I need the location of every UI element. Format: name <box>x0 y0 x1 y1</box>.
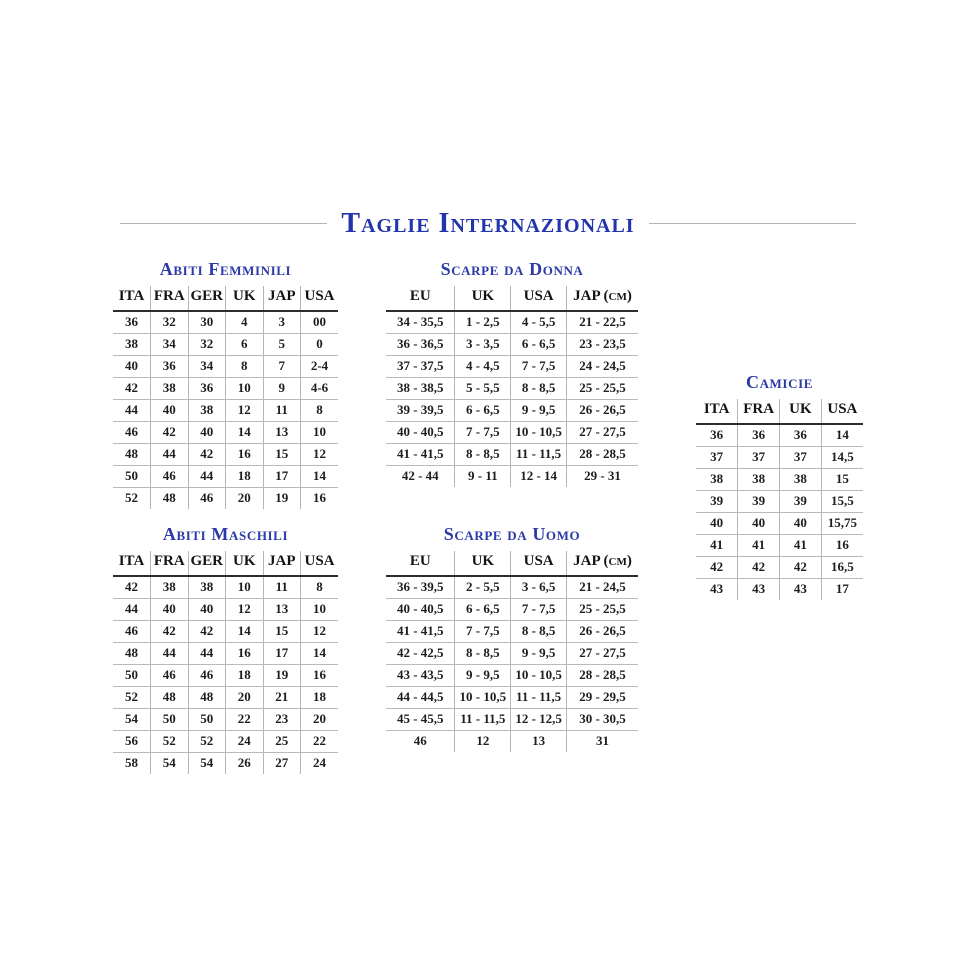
table-cell: 58 <box>113 752 151 774</box>
table-cell: 4 - 5,5 <box>511 311 567 334</box>
table-cell: 14 <box>301 642 339 664</box>
table-row <box>113 642 338 664</box>
column-header: ITA <box>696 399 738 424</box>
table-cell: 9 <box>263 377 301 399</box>
table-row <box>386 421 638 443</box>
table-cell: 44 <box>188 465 226 487</box>
table-cell: 48 <box>113 642 151 664</box>
table-cell: 2 - 5,5 <box>455 576 511 599</box>
table-cell: 40 <box>188 421 226 443</box>
table-cell: 56 <box>113 730 151 752</box>
table-cell: 18 <box>226 664 264 686</box>
table-cell: 42 - 44 <box>386 465 455 487</box>
table-cell: 8 - 8,5 <box>511 377 567 399</box>
table-cell: 26 <box>226 752 264 774</box>
size-table-scarpe-da-donna <box>386 286 638 487</box>
table-cell: 48 <box>113 443 151 465</box>
table-cell: 43 <box>696 578 738 600</box>
section-scarpe-da-uomo <box>386 525 638 752</box>
table-cell: 30 <box>188 311 226 334</box>
table-cell: 7 <box>263 355 301 377</box>
table-cell: 38 <box>738 468 780 490</box>
table-cell: 15 <box>821 468 863 490</box>
table-row <box>386 642 638 664</box>
table-cell: 44 <box>113 399 151 421</box>
table-cell: 45 - 45,5 <box>386 708 455 730</box>
table-cell: 16 <box>821 534 863 556</box>
table-cell: 16 <box>226 642 264 664</box>
table-cell: 40 <box>151 399 189 421</box>
table-header-row <box>113 286 338 311</box>
table-row <box>386 686 638 708</box>
table-cell: 54 <box>113 708 151 730</box>
section-title-camicie: Camicie <box>745 372 814 392</box>
table-row <box>386 708 638 730</box>
table-row <box>113 377 338 399</box>
table-cell: 12 <box>455 730 511 752</box>
table-cell: 42 <box>151 421 189 443</box>
section-camicie <box>696 373 863 600</box>
table-cell: 41 - 41,5 <box>386 443 455 465</box>
table-cell: 52 <box>151 730 189 752</box>
table-row <box>386 576 638 599</box>
table-cell: 21 - 22,5 <box>567 311 639 334</box>
table-cell: 5 - 5,5 <box>455 377 511 399</box>
table-cell: 25 - 25,5 <box>567 598 639 620</box>
table-cell: 20 <box>301 708 339 730</box>
table-cell: 43 - 43,5 <box>386 664 455 686</box>
table-cell: 30 - 30,5 <box>567 708 639 730</box>
table-cell: 36 <box>780 424 822 447</box>
table-cell: 22 <box>226 708 264 730</box>
column-header: JAP (cm) <box>567 286 639 311</box>
column-header: JAP (cm) <box>567 551 639 576</box>
table-cell: 11 <box>263 399 301 421</box>
page-title: Taglie Internazionali <box>341 208 635 239</box>
table-cell: 46 <box>188 487 226 509</box>
size-table-abiti-femminili <box>113 286 338 509</box>
table-cell: 12 - 12,5 <box>511 708 567 730</box>
table-cell: 16 <box>226 443 264 465</box>
table-cell: 43 <box>780 578 822 600</box>
table-cell: 5 <box>263 333 301 355</box>
table-cell: 4-6 <box>301 377 339 399</box>
table-cell: 8 - 8,5 <box>511 620 567 642</box>
table-row <box>386 664 638 686</box>
table-cell: 6 - 6,5 <box>455 399 511 421</box>
table-cell: 15 <box>263 443 301 465</box>
table-row <box>386 311 638 334</box>
table-cell: 9 - 9,5 <box>511 642 567 664</box>
table-cell: 20 <box>226 487 264 509</box>
table-cell: 52 <box>113 686 151 708</box>
table-cell: 36 - 39,5 <box>386 576 455 599</box>
table-cell: 20 <box>226 686 264 708</box>
table-cell: 42 <box>151 620 189 642</box>
table-cell: 13 <box>511 730 567 752</box>
column-header: USA <box>511 286 567 311</box>
table-row <box>113 487 338 509</box>
table-row <box>113 620 338 642</box>
table-cell: 16 <box>313 490 326 506</box>
table-cell: 11 - 11,5 <box>511 443 567 465</box>
table-cell: 46 <box>113 421 151 443</box>
table-cell: 42 <box>738 556 780 578</box>
table-cell: 48 <box>151 686 189 708</box>
column-header: GER <box>188 551 226 576</box>
table-cell: 21 - 24,5 <box>567 576 639 599</box>
table-cell: 36 - 36,5 <box>386 333 455 355</box>
table-cell: 23 <box>263 708 301 730</box>
table-cell: 38 <box>780 468 822 490</box>
table-cell: 14 <box>226 421 264 443</box>
table-row <box>386 443 638 465</box>
table-cell: 7 - 7,5 <box>455 421 511 443</box>
table-cell: 46 <box>188 664 226 686</box>
column-header: JAP <box>263 551 301 576</box>
section-title-abiti-maschili: Abiti Maschili <box>162 524 289 544</box>
table-cell: 14 <box>301 465 339 487</box>
table-cell: 36 <box>151 355 189 377</box>
table-cell: 25 - 25,5 <box>567 377 639 399</box>
table-cell: 34 <box>188 355 226 377</box>
column-header: UK <box>455 551 511 576</box>
column-header: UK <box>226 551 264 576</box>
table-cell: 34 - 35,5 <box>386 311 455 334</box>
table-row <box>113 576 338 599</box>
table-cell: 40 <box>696 512 738 534</box>
table-cell: 34 <box>151 333 189 355</box>
table-row <box>386 333 638 355</box>
table-cell: 9 - 11 <box>455 465 511 487</box>
table-cell: 10 <box>301 421 339 443</box>
table-cell: 7 - 7,5 <box>511 598 567 620</box>
table-row <box>386 377 638 399</box>
table-cell: 48 <box>151 487 189 509</box>
table-cell: 42 <box>188 620 226 642</box>
table-cell: 31 <box>596 733 609 749</box>
table-cell: 50 <box>113 465 151 487</box>
table-cell: 10 - 10,5 <box>455 686 511 708</box>
table-cell: 8 <box>301 576 339 599</box>
column-header: UK <box>226 286 264 311</box>
table-header-row <box>386 551 638 576</box>
table-cell: 42 <box>780 556 822 578</box>
title-rule-right <box>649 223 856 224</box>
table-cell: 40 - 40,5 <box>386 421 455 443</box>
table-cell: 1 - 2,5 <box>455 311 511 334</box>
table-cell: 24 - 24,5 <box>567 355 639 377</box>
table-cell: 37 <box>696 446 738 468</box>
table-cell: 14,5 <box>821 446 863 468</box>
section-abiti-maschili <box>113 525 338 774</box>
table-cell: 46 <box>151 465 189 487</box>
column-header: FRA <box>151 286 189 311</box>
table-row <box>386 399 638 421</box>
section-title-scarpe-da-donna: Scarpe da Donna <box>440 259 584 279</box>
column-header: USA <box>821 399 863 424</box>
table-row <box>696 512 863 534</box>
table-row <box>696 556 863 578</box>
table-cell: 40 <box>780 512 822 534</box>
table-cell: 24 <box>313 755 326 771</box>
table-cell: 40 - 40,5 <box>386 598 455 620</box>
table-row <box>113 686 338 708</box>
table-cell: 46 <box>386 730 455 752</box>
table-row <box>386 620 638 642</box>
table-row <box>113 421 338 443</box>
table-cell: 13 <box>263 598 301 620</box>
table-cell: 00 <box>301 311 339 334</box>
table-row <box>386 598 638 620</box>
table-cell: 3 - 3,5 <box>455 333 511 355</box>
table-cell: 41 <box>738 534 780 556</box>
table-cell: 26 - 26,5 <box>567 399 639 421</box>
column-header: USA <box>301 551 339 576</box>
table-cell: 14 <box>226 620 264 642</box>
table-row <box>696 424 863 447</box>
table-cell: 41 - 41,5 <box>386 620 455 642</box>
table-cell: 36 <box>113 311 151 334</box>
table-cell: 39 - 39,5 <box>386 399 455 421</box>
table-cell: 10 <box>226 576 264 599</box>
table-cell: 42 <box>113 576 151 599</box>
table-cell: 4 - 4,5 <box>455 355 511 377</box>
table-cell: 40 <box>188 598 226 620</box>
table-cell: 38 <box>151 576 189 599</box>
table-cell: 52 <box>188 730 226 752</box>
table-cell: 50 <box>188 708 226 730</box>
table-header-row <box>386 286 638 311</box>
table-cell: 26 - 26,5 <box>567 620 639 642</box>
size-table-camicie <box>696 399 863 600</box>
table-cell: 37 <box>738 446 780 468</box>
column-header: USA <box>511 551 567 576</box>
table-cell: 12 <box>301 443 339 465</box>
table-cell: 25 <box>263 730 301 752</box>
table-cell: 27 <box>263 752 301 774</box>
table-cell: 9 - 9,5 <box>455 664 511 686</box>
table-row <box>113 399 338 421</box>
table-cell: 40 <box>738 512 780 534</box>
table-row <box>113 465 338 487</box>
column-header: USA <box>301 286 339 311</box>
table-cell: 44 <box>151 443 189 465</box>
size-table-abiti-maschili <box>113 551 338 774</box>
table-cell: 41 <box>696 534 738 556</box>
table-cell: 3 - 6,5 <box>511 576 567 599</box>
table-cell: 38 <box>188 576 226 599</box>
table-cell: 10 <box>226 377 264 399</box>
table-cell: 36 <box>696 424 738 447</box>
table-row <box>386 730 638 752</box>
column-header: FRA <box>151 551 189 576</box>
table-header-row <box>113 551 338 576</box>
table-cell: 8 - 8,5 <box>455 642 511 664</box>
table-header-row <box>696 399 863 424</box>
table-cell: 17 <box>263 465 301 487</box>
table-cell: 18 <box>226 465 264 487</box>
table-cell: 29 - 31 <box>584 468 621 484</box>
table-cell: 10 <box>301 598 339 620</box>
table-cell: 9 - 9,5 <box>511 399 567 421</box>
table-cell: 10 - 10,5 <box>511 664 567 686</box>
table-cell: 16,5 <box>821 556 863 578</box>
table-cell: 48 <box>188 686 226 708</box>
table-cell: 15,5 <box>821 490 863 512</box>
table-row <box>696 468 863 490</box>
table-row <box>696 534 863 556</box>
table-row <box>113 443 338 465</box>
table-row <box>113 598 338 620</box>
table-cell: 39 <box>738 490 780 512</box>
table-row <box>113 311 338 334</box>
table-cell: 4 <box>226 311 264 334</box>
table-cell: 27 - 27,5 <box>567 421 639 443</box>
table-cell: 19 <box>263 664 301 686</box>
table-row <box>113 355 338 377</box>
table-cell: 40 <box>113 355 151 377</box>
table-cell: 11 - 11,5 <box>455 708 511 730</box>
table-cell: 50 <box>151 708 189 730</box>
table-cell: 15,75 <box>821 512 863 534</box>
table-cell: 42 <box>113 377 151 399</box>
table-cell: 11 - 11,5 <box>511 686 567 708</box>
table-cell: 6 - 6,5 <box>455 598 511 620</box>
table-cell: 11 <box>263 576 301 599</box>
table-cell: 19 <box>263 487 301 509</box>
table-cell: 38 <box>113 333 151 355</box>
table-row <box>113 708 338 730</box>
column-header: UK <box>780 399 822 424</box>
table-cell: 43 <box>738 578 780 600</box>
table-cell: 3 <box>263 311 301 334</box>
column-header: FRA <box>738 399 780 424</box>
table-cell: 54 <box>188 752 226 774</box>
table-cell: 17 <box>835 581 849 597</box>
table-cell: 14 <box>821 424 863 447</box>
table-cell: 28 - 28,5 <box>567 664 639 686</box>
table-row <box>696 446 863 468</box>
table-cell: 27 - 27,5 <box>567 642 639 664</box>
title-rule-left <box>120 223 327 224</box>
table-cell: 8 <box>301 399 339 421</box>
table-cell: 39 <box>780 490 822 512</box>
size-table-scarpe-da-uomo <box>386 551 638 752</box>
table-cell: 38 - 38,5 <box>386 377 455 399</box>
table-cell: 42 <box>188 443 226 465</box>
table-cell: 7 - 7,5 <box>455 620 511 642</box>
table-cell: 24 <box>226 730 264 752</box>
table-cell: 22 <box>301 730 339 752</box>
column-header: EU <box>386 286 455 311</box>
table-row <box>696 578 863 600</box>
column-header: ITA <box>113 551 151 576</box>
column-header: UK <box>455 286 511 311</box>
table-cell: 6 <box>226 333 264 355</box>
column-header: JAP <box>263 286 301 311</box>
table-cell: 32 <box>151 311 189 334</box>
table-cell: 29 - 29,5 <box>567 686 639 708</box>
table-cell: 40 <box>151 598 189 620</box>
table-cell: 42 - 42,5 <box>386 642 455 664</box>
table-cell: 44 <box>188 642 226 664</box>
table-row <box>386 355 638 377</box>
page-header <box>120 209 856 238</box>
column-header: ITA <box>113 286 151 311</box>
table-cell: 8 - 8,5 <box>455 443 511 465</box>
table-row <box>113 730 338 752</box>
table-cell: 39 <box>696 490 738 512</box>
table-cell: 36 <box>738 424 780 447</box>
table-cell: 6 - 6,5 <box>511 333 567 355</box>
table-cell: 2-4 <box>301 355 339 377</box>
column-header: GER <box>188 286 226 311</box>
table-cell: 16 <box>301 664 339 686</box>
table-cell: 46 <box>151 664 189 686</box>
table-cell: 12 <box>226 598 264 620</box>
table-cell: 23 - 23,5 <box>567 333 639 355</box>
table-cell: 42 <box>696 556 738 578</box>
table-cell: 0 <box>301 333 339 355</box>
table-cell: 38 <box>151 377 189 399</box>
table-cell: 44 - 44,5 <box>386 686 455 708</box>
table-cell: 50 <box>113 664 151 686</box>
section-scarpe-da-donna <box>386 260 638 487</box>
table-cell: 37 - 37,5 <box>386 355 455 377</box>
table-cell: 12 <box>226 399 264 421</box>
section-title-abiti-femminili: Abiti Femminili <box>159 259 292 279</box>
table-cell: 37 <box>780 446 822 468</box>
section-abiti-femminili <box>113 260 338 509</box>
table-cell: 28 - 28,5 <box>567 443 639 465</box>
table-cell: 18 <box>301 686 339 708</box>
section-title-scarpe-da-uomo: Scarpe da Uomo <box>443 524 581 544</box>
table-cell: 44 <box>151 642 189 664</box>
table-cell: 38 <box>188 399 226 421</box>
table-row <box>113 333 338 355</box>
table-cell: 32 <box>188 333 226 355</box>
table-cell: 41 <box>780 534 822 556</box>
table-cell: 38 <box>696 468 738 490</box>
table-row <box>113 664 338 686</box>
table-cell: 12 - 14 <box>511 465 567 487</box>
table-cell: 44 <box>113 598 151 620</box>
table-row <box>113 752 338 774</box>
table-cell: 13 <box>263 421 301 443</box>
table-cell: 12 <box>301 620 339 642</box>
table-cell: 7 - 7,5 <box>511 355 567 377</box>
table-cell: 17 <box>263 642 301 664</box>
table-cell: 54 <box>151 752 189 774</box>
table-cell: 8 <box>226 355 264 377</box>
table-row <box>696 490 863 512</box>
table-cell: 36 <box>188 377 226 399</box>
table-cell: 10 - 10,5 <box>511 421 567 443</box>
table-cell: 21 <box>263 686 301 708</box>
table-cell: 52 <box>113 487 151 509</box>
table-row <box>386 465 638 487</box>
table-cell: 15 <box>263 620 301 642</box>
column-header: EU <box>386 551 455 576</box>
table-cell: 46 <box>113 620 151 642</box>
